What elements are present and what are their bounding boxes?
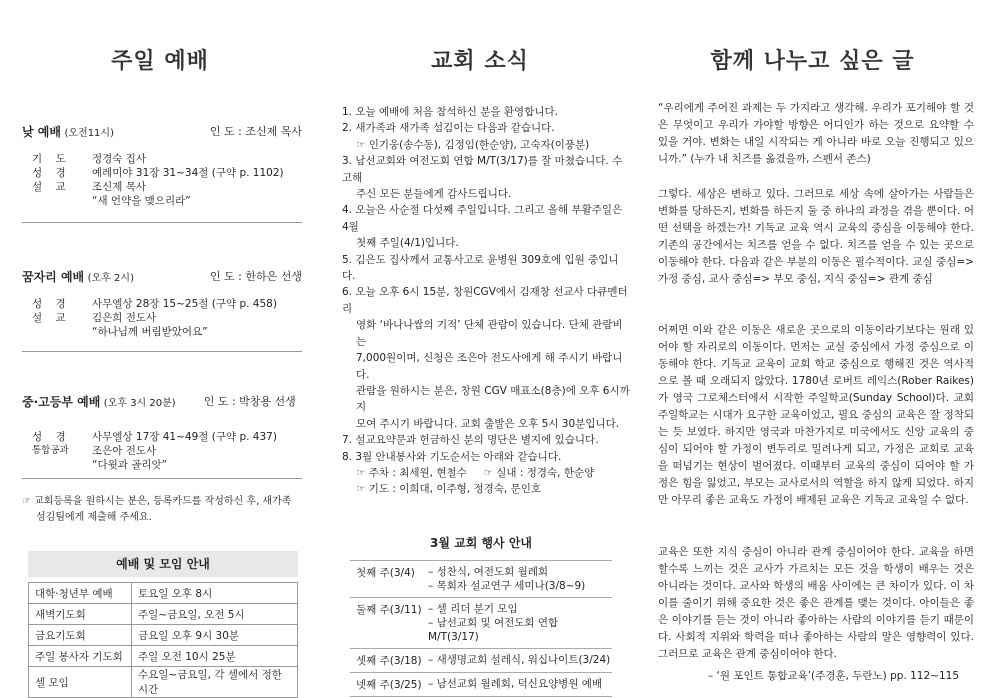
service-row: “다윗과 골리앗” [92, 459, 168, 471]
service-row: 설 교 조신제 목사 [32, 181, 147, 193]
kids-service-header [22, 268, 302, 285]
table-row: 둘째 주(3/11) – 셀 리더 분기 모임 – 남선교회 및 여전도회 연합 M/T(3/17) [350, 597, 612, 648]
worship-title: 주일 예배 [111, 49, 209, 74]
youth-service [22, 393, 302, 472]
service-row: 통합공과 조은아 전도사 [32, 445, 157, 457]
divider [22, 478, 302, 479]
table-row: 대학·청년부 예배 토요일 오후 8시 [29, 583, 298, 604]
service-row: 성 경 사무엘상 17장 41~49절 (구약 p. 437) [32, 431, 277, 443]
list-item: 4. 오늘은 사순절 다섯째 주일입니다. 그리고 올해 부활주일은 4월 [342, 204, 623, 233]
service-row: “하나님께 버림받았어요” [92, 326, 208, 338]
events-table [350, 560, 612, 697]
list-item: 주신 모든 분들에게 감사드립니다. [356, 188, 512, 201]
events-title: 3월 교회 행사 안내 [350, 530, 612, 556]
youth-service-time: (오후 3시 20분) [103, 398, 176, 409]
list-item: 2. 새가족과 새가족 섬김이는 다음과 같습니다. [342, 122, 555, 135]
service-row: 성 경 예레미야 31장 31~34절 (구약 p. 1102) [32, 167, 284, 179]
list-item: 영화 ‘바나나쌈의 기적’ 단체 관람이 있습니다. 단체 관람비는 [356, 319, 623, 348]
day-service-header [22, 123, 302, 140]
list-item: 모여 주시기 바랍니다. 교회 출발은 오후 5시 30분입니다. [356, 417, 620, 430]
list-item: 6. 오늘 오후 6시 15분, 창원CGV에서 김재창 선교사 다큐멘터리 [342, 286, 628, 315]
table-row: 주일 봉사자 기도회 주일 오전 10시 25분 [29, 646, 298, 667]
schedule-title: 예배 및 모임 안내 [28, 551, 298, 577]
news-title: 교회 소식 [431, 49, 529, 74]
table-row: 셋째 주(3/18) – 새생명교회 설레식, 워십나이트(3/24) [350, 648, 612, 672]
service-row: 설 교 김은희 전도사 [32, 312, 157, 324]
table-row: 넷째 주(3/25) – 남선교회 월례회, 덕신요양병원 예배 [350, 672, 612, 697]
list-item: ☞ 인기웅(송수동), 김정임(한순양), 고숙자(이풍분) [356, 138, 590, 151]
day-service-leader: 인 도 : 조신제 목사 [209, 125, 302, 138]
service-row: 성 경 사무엘상 28장 15~25절 (구약 p. 458) [32, 298, 277, 310]
kids-service-time: (오후 2시) [87, 273, 134, 284]
list-item: 3. 남선교회와 여전도회 연합 M/T(3/17)를 잘 마쳤습니다. 수고해 [342, 155, 623, 184]
table-row: 금요기도회 금요일 오후 9시 30분 [29, 625, 298, 646]
list-item: ☞ 주차 : 최세원, 현철수 ☞ 실내 : 정경숙, 한순양 [356, 466, 595, 479]
schedule-table [28, 582, 298, 698]
list-item: 첫째 주일(4/1)입니다. [356, 237, 459, 250]
essay-paragraph: 교육은 또한 지식 중심이 아니라 관계 중심이어야 한다. 교육을 하면 할수록 느끼는 것은 교사가 가르치는 모든 것을 학생이 배우는 것은 아니라는 것이다. 교사와 학생의 배움 사이에는 큰 차이가 있다. 이 차이를 줄이기 위해 중요한 것은 좋은 관계를 맺는 것이다. 아이들은 좋은 이야기를 듣는 것이 아니라 좋아하는 사람의 이야기를 듣기 때문이다. 사회적 지위와 학력을 떠나 좋아하는 사람의 말은 영향력이 있다. 그러므로 교육은 관계 중심이어야 한다. [658, 546, 974, 660]
list-item: 7. 설교요약문과 헌금하신 분의 명단은 별지에 있습니다. [342, 434, 599, 447]
essay-paragraph: “우리에게 주어진 과제는 두 가지라고 생각해. 우리가 포기해야 할 것은 무엇이고 우리가 가야할 방향은 어디인가 하는 것으로 요약할 수 있을 거야. 변화는 내일 시작되는 게 아니라 바로 오늘 진행되고 있으니까.” (누가 내 치즈를 옮겼을까, 스펜서 존스) [658, 102, 974, 165]
list-item: 1. 오늘 예배에 처음 참석하신 분을 환영합니다. [342, 106, 558, 118]
essay-paragraph: 그렇다. 세상은 변하고 있다. 그러므로 세상 속에 살아가는 사람들은 변화를 당하든지, 변화를 하든지 둘 중 하나의 과정을 겪을 뿐이다. 어떤 선택을 하겠는가! 기독교 교육 역시 교육의 중심을 이동해야 한다. 기존의 공간에서는 치즈를 얻을 수 없다. 치즈를 얻을 수 있는 곳으로 이동해야 한다. 다음과 같은 부분의 이동은 필수적이다. 교실 중심=> 가정 중심, 교사 중심=> 부모 중심, 지식 중심=> 관계 중심 [658, 188, 974, 285]
youth-service-leader: 인 도 : 박창용 선생 [203, 395, 296, 408]
kids-service [22, 268, 302, 339]
day-service-name: 낮 예배 [22, 125, 61, 139]
list-item: ☞ 기도 : 이희대, 이주형, 정경숙, 문인호 [356, 483, 541, 496]
essay-paragraph: 어쩌면 이와 같은 이동은 새로운 곳으로의 이동이라기보다는 원래 있어야 할 자리로의 이동이다. 먼저는 교실 중심에서 가정 중심으로 이동해야 한다. 기독교 교육이 교회 학교 중심으로 행해진 것은 역사적으로 볼 때 오래되지 않았다. 1780년 로버트 레익스(Rober Raikes)가 영국 그로체스터에서 시작한 주일학교(Sunday School)다. 교회 주일학교는 시대가 요구한 교육이었고, 필요 중심의 교육은 잘 정착되는 듯 보였다. 하지만 영국과 마찬가지로 미국에서도 신앙 교육의 중심이 되어야 할 가정이 변두리로 밀려나게 되고, 가정은 교회로 교육을 떠넘기는 현상이 벌어졌다. 이때부터 교육의 중심이 되어야 할 가정은 힘을 잃었고, 부모는 교사로서의 역할을 하지 않게 되었다. 하지만 아무리 좋은 교육도 가정이 배제된 교육은 기독교 교육일 수 없다. [658, 324, 974, 506]
news-column [320, 0, 640, 698]
service-row: 기 도 정경숙 집사 [32, 153, 147, 165]
list-item: 7,000원이며, 신청은 조은아 전도사에게 해 주시기 바랍니다. [356, 352, 623, 381]
table-row: 첫째 주(3/4) – 성찬식, 여전도회 월례회 – 목회자 설교연구 세미나(3/8~9) [350, 560, 612, 597]
day-service [22, 123, 302, 208]
table-row: 새벽기도회 주일~금요일, 오전 5시 [29, 604, 298, 625]
table-row: 셀 모임 수요일~금요일, 각 셀에서 정한 시간 [29, 667, 298, 698]
news-list [342, 104, 632, 498]
kids-service-leader: 인 도 : 한하은 선생 [209, 270, 302, 283]
worship-column [0, 0, 320, 698]
divider [22, 222, 302, 223]
list-item: 관람을 원하시는 분은, 창원 CGV 매표소(8층)에 오후 6시까지 [356, 384, 630, 414]
essay-source: – ‘원 포인트 통합교육’(주경훈, 두란노) pp. 112~115 [707, 670, 959, 682]
service-row: “새 언약을 맺으리라” [92, 195, 191, 207]
kids-service-name: 꿈자리 예배 [22, 270, 85, 284]
youth-service-header [22, 393, 302, 410]
list-item: 5. 김은도 집사께서 교통사고로 윤병원 309호에 입원 중입니다. [342, 253, 619, 283]
essay-column [640, 0, 985, 698]
day-service-time: (오전11시) [64, 128, 114, 139]
divider [22, 351, 302, 352]
list-item: 8. 3월 안내봉사와 기도순서는 아래와 같습니다. [342, 450, 562, 463]
registration-note: ☞ 교회등록을 원하시는 분은, 등록카드를 작성하신 후, 새가족 섬김팀에게 제출해 주세요. [22, 496, 292, 523]
youth-service-name: 중·고등부 예배 [22, 395, 101, 409]
essay-title: 함께 나누고 싶은 글 [710, 49, 915, 74]
